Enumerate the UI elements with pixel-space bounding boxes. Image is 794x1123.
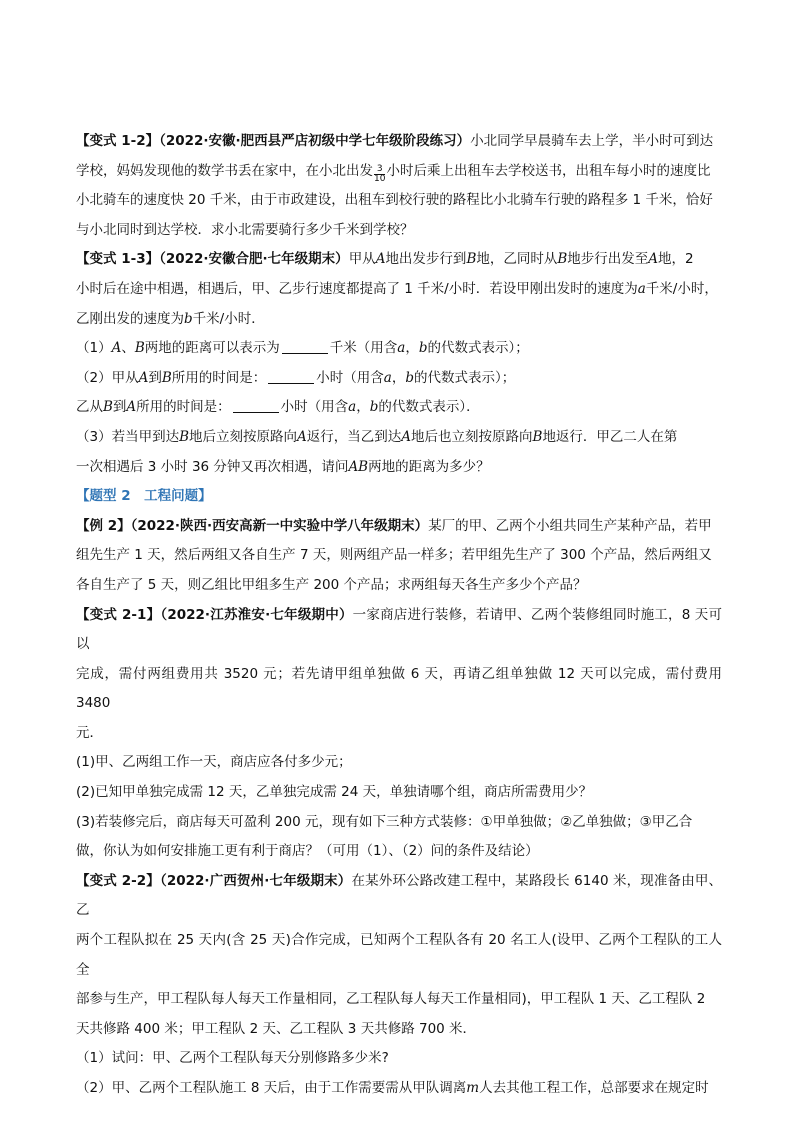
answer-blank[interactable] bbox=[233, 398, 279, 413]
source-note: （2022·陕西·西安高新一中实验中学八年级期末） bbox=[130, 517, 429, 534]
problem-text: 学校，妈妈发现他的数学书丢在家中，在小北出发 bbox=[76, 162, 373, 179]
problem-text: 小时后乘上出租车去学校送书，出租车每小时的速度比 bbox=[386, 162, 711, 179]
example-label: 【例 2】 bbox=[76, 517, 131, 534]
variant-label: 【变式 2-2】 bbox=[76, 872, 160, 889]
variant-label: 【变式 1-2】 bbox=[76, 133, 160, 149]
problem-text: 与小北同时到达学校．求小北需要骑行多少千米到学校？ bbox=[76, 221, 414, 238]
variant-label: 【变式 1-3】 bbox=[76, 251, 160, 268]
problem-text: 小时后在途中相遇，相遇后，甲、乙步行速度都提高了 1 千米/小时．若设甲刚出发时的速度为 bbox=[76, 280, 638, 297]
section-heading: 【题型 2 工程问题】 bbox=[76, 488, 212, 505]
question-1: （1）试问：甲、乙两个工程队每天分别修路多少米? bbox=[76, 1050, 389, 1067]
var-speed-b: b bbox=[184, 310, 193, 327]
var-a: A bbox=[648, 251, 659, 268]
var-m: m bbox=[466, 1080, 480, 1096]
problem-text: 千米/小时． bbox=[192, 310, 265, 327]
source-note: （2022·广西贺州·七年级期末） bbox=[159, 872, 352, 889]
problem-text: 元． bbox=[76, 724, 103, 741]
problem-text: 小北同学早晨骑车去上学，半小时可到达 bbox=[470, 133, 714, 149]
document-content bbox=[76, 96, 722, 1104]
problem-text: 一家商店进行装修，若请甲、乙两个装修组同时施工，8 天可以 bbox=[76, 606, 722, 653]
var-speed-a: a bbox=[637, 280, 646, 297]
question-1: (1)甲、乙两组工作一天，商店应各付多少元； bbox=[76, 754, 352, 771]
problem-text: 地出发步行到 bbox=[385, 251, 467, 268]
problem-text: 地步行出发至 bbox=[567, 251, 649, 268]
question-3-cont: 做，你认为如何安排施工更有利于商店？（可用（1）、（2）问的条件及结论） bbox=[76, 843, 539, 860]
example-2 bbox=[76, 512, 722, 601]
question-3: （3）若当甲到达B地后立刻按原路向A返行，当乙到达A地后也立刻按原路向B地返行．甲乙二人在第 一次相遇后 3 小时 36 分钟又再次相遇，请问AB两地的距离为多少？ bbox=[76, 428, 678, 475]
problem-text: 在某外环公路改建工程中，某路段长 6140 米，现准备由甲、乙 bbox=[76, 872, 722, 919]
var-b: B bbox=[466, 251, 477, 268]
var-b: B bbox=[557, 251, 568, 268]
question-2: (2)已知甲单独完成需 12 天，乙单独完成需 24 天，单独请哪个组，商店所需费用少？ bbox=[76, 784, 593, 801]
problem-text: 地，2 bbox=[658, 251, 694, 268]
problem-text: 完成，需付两组费用共 3520 元；若先请甲组单独做 6 天，再请乙组单独做 12 天可以完成，需付费用 3480 bbox=[76, 665, 722, 712]
answer-blank[interactable] bbox=[268, 369, 314, 384]
problem-text: 甲从 bbox=[348, 251, 376, 268]
source-note: （2022·江苏淮安·七年级期中） bbox=[160, 606, 353, 623]
question-3: (3)若装修完后，商店每天可盈利 200 元，现有如下三种方式装修：①甲单独做；②乙单独做；③甲乙合 bbox=[76, 813, 693, 830]
question-2-part-b: 乙从B到A所用的时间是： 小时（用含a，b的代数式表示）． bbox=[76, 399, 480, 416]
problem-text: 乙刚出发的速度为 bbox=[76, 310, 184, 327]
problem-text: 各自生产了 5 天，则乙组比甲组多生产 200 个产品；求两组每天各生产多少个产品？ bbox=[76, 576, 587, 593]
problem-text: 地，乙同时从 bbox=[476, 251, 558, 268]
variant-2-1 bbox=[76, 601, 722, 867]
problem-text: 小北骑车的速度快 20 千米，由于市政建设，出租车到校行驶的路程比小北骑车行驶的路程多 1 千米，恰好 bbox=[76, 192, 713, 209]
question-1: （1）A、B两地的距离可以表示为 千米（用含a，b的代数式表示）； bbox=[76, 340, 529, 357]
problem-text: 部参与生产，甲工程队每人每天工作量相同，乙工程队每人每天工作量相同)，甲工程队 1 天、乙工程队 2 bbox=[76, 991, 706, 1008]
var-a: A bbox=[375, 251, 386, 268]
source-note: （2022·安徽·肥西县严店初级中学七年级阶段练习） bbox=[159, 133, 471, 149]
variant-2-2 bbox=[76, 867, 722, 1104]
variant-label: 【变式 2-1】 bbox=[76, 606, 161, 623]
problem-text: 天共修路 400 米；甲工程队 2 天、乙工程队 3 天共修路 700 米． bbox=[76, 1020, 477, 1037]
variant-1-2 bbox=[76, 127, 722, 245]
question-2: （2）甲、乙两个工程队施工 8 天后，由于工作需要需从甲队调离m人去其他工程工作，总部要求在规定时 bbox=[76, 1080, 709, 1096]
problem-text: 某厂的甲、乙两个小组共同生产某种产品，若甲 bbox=[428, 517, 712, 534]
problem-text: 千米/小时， bbox=[645, 280, 718, 297]
question-2: （2）甲从A到B所用的时间是： 小时（用含a，b的代数式表示）； bbox=[76, 369, 516, 386]
variant-1-3 bbox=[76, 245, 722, 482]
source-note: （2022·安徽合肥·七年级期末） bbox=[159, 251, 349, 268]
fraction: $\frac{3}{10}$ bbox=[374, 163, 386, 184]
problem-text: 组先生产 1 天，然后两组又各自生产 7 天，则两组产品一样多；若甲组先生产了 300 个产品，然后两组又 bbox=[76, 547, 712, 564]
answer-blank[interactable] bbox=[282, 339, 328, 354]
problem-text: 两个工程队拟在 25 天内(含 25 天)合作完成，已知两个工程队各有 20 名工人(设甲、乙两个工程队的工人全 bbox=[76, 932, 722, 978]
